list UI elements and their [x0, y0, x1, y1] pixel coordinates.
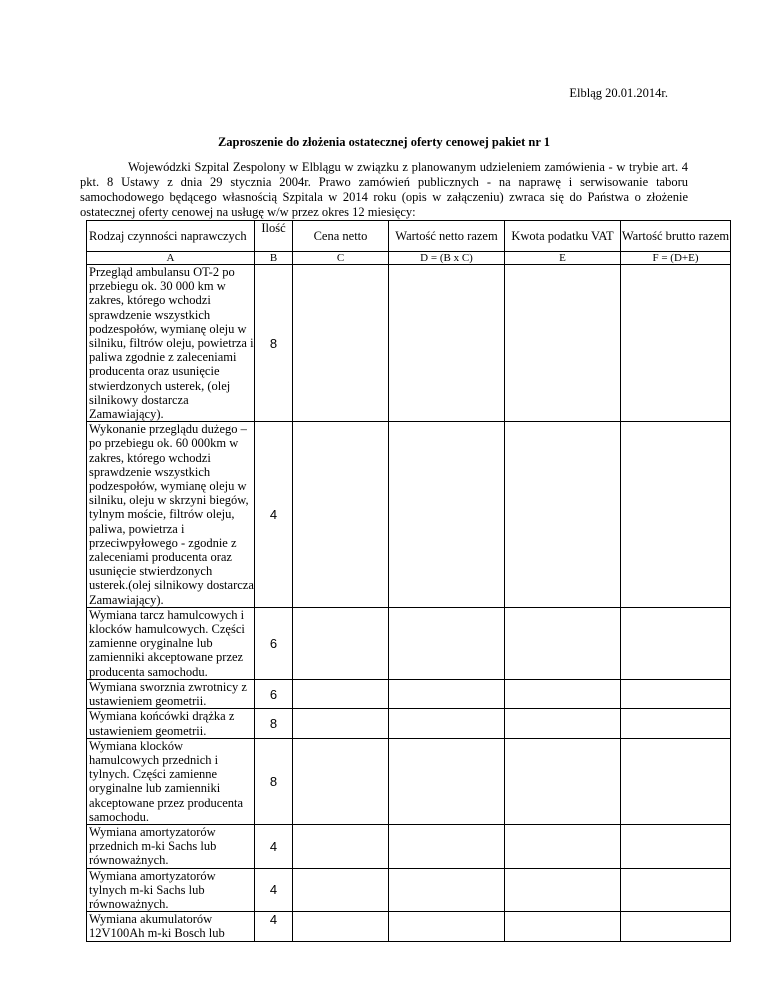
row-quantity: 8 [255, 265, 293, 422]
vat-cell[interactable] [505, 679, 621, 708]
gross-total-cell[interactable] [621, 422, 731, 608]
gross-total-cell[interactable] [621, 607, 731, 679]
row-description: Wymiana klocków hamulcowych przednich i tylnych. Części zamienne oryginalne lub zamienniki akceptowane przez producenta samochodu. [87, 738, 255, 824]
table-row [87, 265, 731, 422]
letter-row [87, 252, 731, 265]
gross-total-cell[interactable] [621, 824, 731, 868]
vat-cell[interactable] [505, 912, 621, 941]
letter-b: B [255, 252, 293, 265]
net-price-cell[interactable] [293, 912, 389, 941]
net-price-cell[interactable] [293, 709, 389, 738]
letter-a: A [87, 252, 255, 265]
table-row [87, 912, 731, 941]
document-date: Elbląg 20.01.2014r. [569, 86, 668, 100]
vat-cell[interactable] [505, 868, 621, 912]
col-header-description: Rodzaj czynności naprawczych [87, 221, 255, 252]
table-row [87, 422, 731, 608]
intro-paragraph: Wojewódzki Szpital Zespolony w Elblągu w związku z planowanym udzieleniem zamówienia - w trybie art. 4 pkt. 8 Ustawy z dnia 29 stycznia 2004r. Prawo zamówień publicznych - na naprawę i serwisowanie taboru samochodowego będącego własnością Szpitala w 2014 roku (opis w załączeniu) zwraca się do Państwa o złożenie ostatecznej oferty cenowej na usługę w/w przez okres 12 miesięcy: [80, 160, 688, 219]
col-header-gross-total: Wartość brutto razem [621, 221, 731, 252]
net-price-cell[interactable] [293, 607, 389, 679]
gross-total-cell[interactable] [621, 709, 731, 738]
net-price-cell[interactable] [293, 824, 389, 868]
row-quantity: 4 [255, 912, 293, 941]
row-quantity: 6 [255, 607, 293, 679]
net-total-cell[interactable] [389, 679, 505, 708]
document-title: Zaproszenie do złożenia ostatecznej oferty cenowej pakiet nr 1 [217, 135, 551, 149]
letter-c: C [293, 252, 389, 265]
row-description: Wymiana akumulatorów 12V100Ah m-ki Bosch lub [87, 912, 255, 941]
net-total-cell[interactable] [389, 265, 505, 422]
vat-cell[interactable] [505, 265, 621, 422]
letter-e: E [505, 252, 621, 265]
table-row [87, 824, 731, 868]
col-header-vat: Kwota podatku VAT [505, 221, 621, 252]
vat-cell[interactable] [505, 738, 621, 824]
row-quantity: 4 [255, 868, 293, 912]
row-description: Wymiana tarcz hamulcowych i klocków hamulcowych. Części zamienne oryginalne lub zamienniki akceptowane przez producenta samochodu. [87, 607, 255, 679]
col-header-net-price: Cena netto [293, 221, 389, 252]
table-row [87, 868, 731, 912]
row-description: Wykonanie przeglądu dużego – po przebiegu ok. 60 000km w zakres, którego wchodzi sprawdzenie wszystkich podzespołów, wymianę oleju w silniku, oleju w skrzyni biegów, tylnym moście, filtrów oleju, paliwa, powietrza i przeciwpyłowego - zgodnie z zaleceniami producenta oraz usunięcie stwierdzonych usterek.(olej silnikowy dostarcza Zamawiający). [87, 422, 255, 608]
net-price-cell[interactable] [293, 679, 389, 708]
row-quantity: 8 [255, 709, 293, 738]
gross-total-cell[interactable] [621, 868, 731, 912]
row-quantity: 8 [255, 738, 293, 824]
gross-total-cell[interactable] [621, 912, 731, 941]
table-row [87, 709, 731, 738]
row-description: Wymiana sworznia zwrotnicy z ustawieniem geometrii. [87, 679, 255, 708]
net-total-cell[interactable] [389, 868, 505, 912]
row-description: Przegląd ambulansu OT-2 po przebiegu ok. 30 000 km w zakres, którego wchodzi sprawdzenie wszystkich podzespołów, wymianę oleju w silniku, filtrów oleju, powietrza i paliwa zgodnie z zaleceniami producenta oraz usunięcie stwierdzonych usterek, (olej silnikowy dostarcza Zamawiający). [87, 265, 255, 422]
gross-total-cell[interactable] [621, 265, 731, 422]
net-total-cell[interactable] [389, 607, 505, 679]
letter-d: D = (B x C) [389, 252, 505, 265]
row-quantity: 4 [255, 422, 293, 608]
col-header-quantity: Ilość [255, 221, 293, 252]
net-total-cell[interactable] [389, 912, 505, 941]
gross-total-cell[interactable] [621, 738, 731, 824]
vat-cell[interactable] [505, 422, 621, 608]
vat-cell[interactable] [505, 824, 621, 868]
net-total-cell[interactable] [389, 738, 505, 824]
row-quantity: 4 [255, 824, 293, 868]
vat-cell[interactable] [505, 709, 621, 738]
table-row [87, 607, 731, 679]
header-row [87, 221, 731, 252]
letter-f: F = (D+E) [621, 252, 731, 265]
gross-total-cell[interactable] [621, 679, 731, 708]
net-total-cell[interactable] [389, 709, 505, 738]
table-row [87, 679, 731, 708]
net-total-cell[interactable] [389, 422, 505, 608]
net-price-cell[interactable] [293, 738, 389, 824]
net-price-cell[interactable] [293, 265, 389, 422]
price-table [86, 220, 731, 942]
col-header-net-total: Wartość netto razem [389, 221, 505, 252]
net-price-cell[interactable] [293, 868, 389, 912]
row-description: Wymiana amortyzatorów tylnych m-ki Sachs lub równoważnych. [87, 868, 255, 912]
net-price-cell[interactable] [293, 422, 389, 608]
row-description: Wymiana amortyzatorów przednich m-ki Sachs lub równoważnych. [87, 824, 255, 868]
row-description: Wymiana końcówki drążka z ustawieniem geometrii. [87, 709, 255, 738]
vat-cell[interactable] [505, 607, 621, 679]
table-row [87, 738, 731, 824]
row-quantity: 6 [255, 679, 293, 708]
net-total-cell[interactable] [389, 824, 505, 868]
